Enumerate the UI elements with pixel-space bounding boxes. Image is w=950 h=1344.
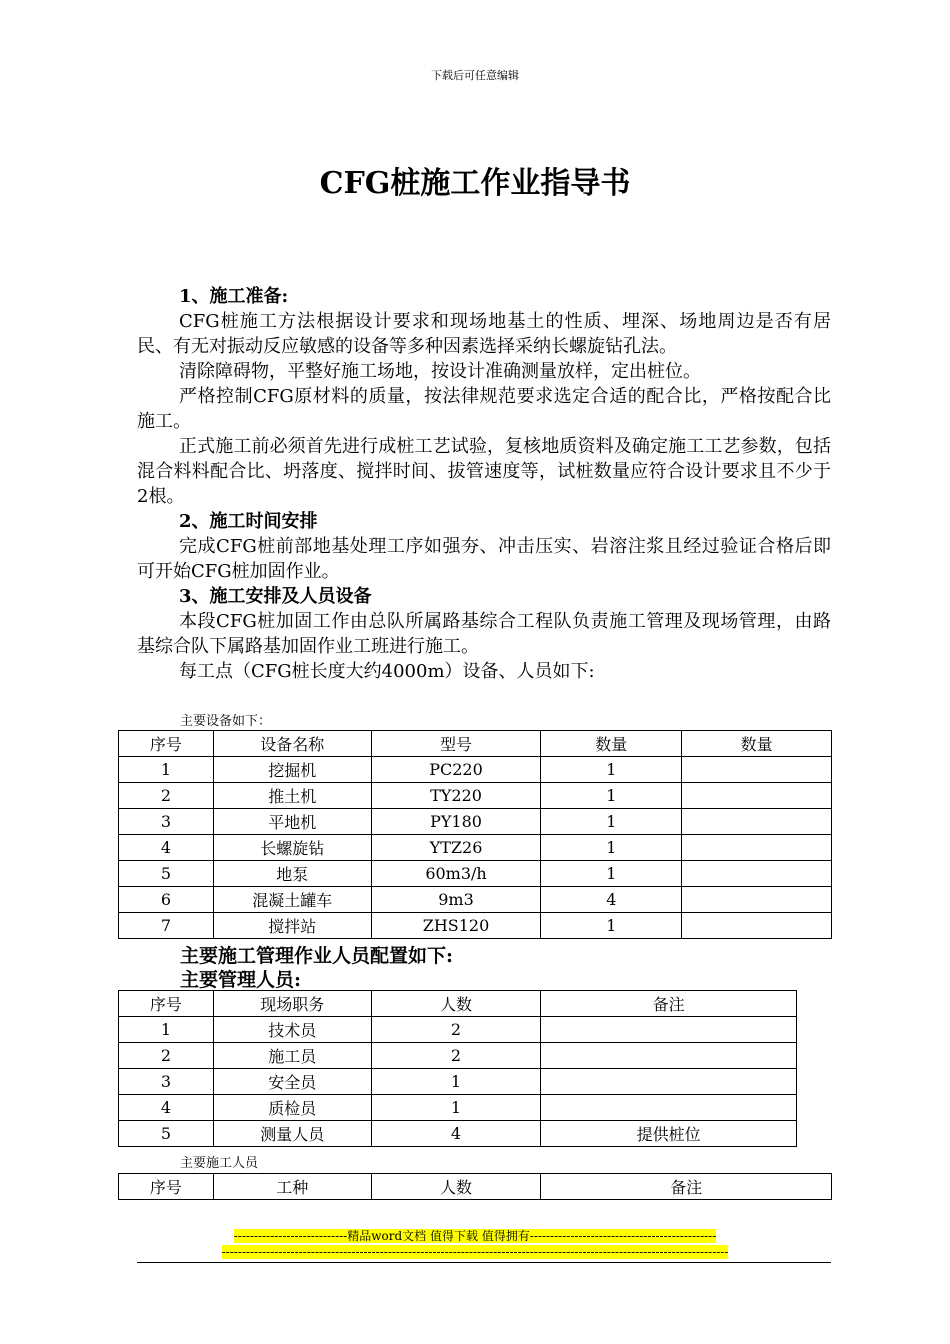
section-2-heading: 2、施工时间安排	[179, 511, 318, 532]
table-cell	[682, 861, 832, 887]
table-cell: PC220	[371, 757, 541, 783]
table-header-row	[119, 991, 797, 1017]
table-row	[119, 1069, 797, 1095]
table-cell: 4	[541, 887, 682, 913]
header-note: 下载后可任意编辑	[431, 69, 519, 82]
table-cell: 1	[541, 783, 682, 809]
table-header-cell: 序号	[119, 731, 214, 757]
table-header-cell: 人数	[371, 1174, 541, 1200]
table-header-cell: 备注	[541, 991, 797, 1017]
table-row	[119, 783, 832, 809]
section-3-heading: 3、施工安排及人员设备	[179, 586, 372, 607]
section-1-heading: 1、施工准备:	[179, 286, 289, 307]
equipment-caption: 主要设备如下：	[180, 714, 272, 729]
section-3-paragraph: 本段CFG桩加固工作由总队所属路基综合工程队负责施工管理及现场管理，由路基综合队下属路基加固作业工班进行施工。	[137, 611, 831, 657]
table-cell: 质检员	[213, 1095, 371, 1121]
table-cell: 2	[119, 783, 214, 809]
table-header-cell: 数量	[682, 731, 832, 757]
table-cell	[682, 757, 832, 783]
table-cell: 5	[119, 861, 214, 887]
section-1-paragraph: 严格控制CFG原材料的质量，按法律规范要求选定合适的配合比，严格按配合比施工。	[137, 386, 831, 432]
table-cell: 3	[119, 809, 214, 835]
table-cell: 测量人员	[213, 1121, 371, 1147]
table-cell: ZHS120	[371, 913, 541, 939]
footer-line-1: ----------------------------精品word文档 值得下载 值得拥有----------------------------------------------	[233, 1229, 717, 1243]
table-cell: 施工员	[213, 1043, 371, 1069]
table-cell: 6	[119, 887, 214, 913]
table-header-row	[119, 1174, 832, 1200]
table-cell	[541, 1069, 797, 1095]
table-cell: 地泵	[213, 861, 371, 887]
management-table	[118, 990, 797, 1147]
mgmt-subheading: 主要管理人员:	[180, 969, 302, 991]
table-header-cell: 现场职务	[213, 991, 371, 1017]
table-row	[119, 809, 832, 835]
footer-banner	[0, 1229, 950, 1244]
table-cell	[682, 835, 832, 861]
table-header-cell: 备注	[541, 1174, 832, 1200]
table-cell: 3	[119, 1069, 214, 1095]
table-cell: 安全员	[213, 1069, 371, 1095]
table-cell: PY180	[371, 809, 541, 835]
table-cell: 混凝土罐车	[213, 887, 371, 913]
table-cell: 9m3	[371, 887, 541, 913]
table-cell: 平地机	[213, 809, 371, 835]
table-cell	[541, 1095, 797, 1121]
table-cell: 1	[371, 1095, 541, 1121]
section-1-paragraph: 正式施工前必须首先进行成桩工艺试验，复核地质资料及确定施工工艺参数，包括混合料料配合比、坍落度、搅拌时间、拔管速度等，试桩数量应符合设计要求且不少于2根。	[137, 436, 831, 507]
table-header-cell: 序号	[119, 991, 214, 1017]
table-cell: 搅拌站	[213, 913, 371, 939]
worker-table	[118, 1173, 832, 1200]
table-cell: 提供桩位	[541, 1121, 797, 1147]
table-cell: 挖掘机	[213, 757, 371, 783]
section-1-paragraph: CFG桩施工方法根据设计要求和现场地基土的性质、埋深、场地周边是否有居民、有无对振动反应敏感的设备等多种因素选择采纳长螺旋钻孔法。	[137, 311, 831, 357]
table-cell: 技术员	[213, 1017, 371, 1043]
table-cell: 4	[371, 1121, 541, 1147]
table-cell	[682, 783, 832, 809]
table-row	[119, 757, 832, 783]
table-cell	[682, 913, 832, 939]
table-row	[119, 835, 832, 861]
table-cell: TY220	[371, 783, 541, 809]
table-cell: 1	[541, 809, 682, 835]
table-row	[119, 887, 832, 913]
equipment-table	[118, 730, 832, 939]
mgmt-heading: 主要施工管理作业人员配置如下:	[180, 945, 454, 967]
section-2-paragraph: 完成CFG桩前部地基处理工序如强夯、冲击压实、岩溶注浆且经过验证合格后即可开始CFG桩加固作业。	[137, 536, 831, 582]
table-row	[119, 1121, 797, 1147]
table-cell: 1	[541, 861, 682, 887]
table-header-cell: 人数	[371, 991, 541, 1017]
table-cell: 7	[119, 913, 214, 939]
table-cell: 5	[119, 1121, 214, 1147]
table-row	[119, 1017, 797, 1043]
table-header-cell: 工种	[213, 1174, 371, 1200]
table-cell	[682, 887, 832, 913]
table-cell: 2	[371, 1017, 541, 1043]
table-cell: 推土机	[213, 783, 371, 809]
table-cell: 长螺旋钻	[213, 835, 371, 861]
table-header-cell: 设备名称	[213, 731, 371, 757]
footer-rule	[137, 1262, 831, 1263]
table-cell	[541, 1043, 797, 1069]
page-title: CFG桩施工作业指导书	[319, 166, 631, 201]
table-header-cell: 型号	[371, 731, 541, 757]
table-cell: 1	[371, 1069, 541, 1095]
body-text	[137, 284, 831, 684]
table-header-cell: 数量	[541, 731, 682, 757]
table-cell: 60m3/h	[371, 861, 541, 887]
table-cell: 2	[119, 1043, 214, 1069]
footer-line-2: -----------------------------------------------------------------------------------------------------------------------------	[221, 1245, 729, 1259]
table-cell: 1	[119, 1017, 214, 1043]
table-row	[119, 861, 832, 887]
table-row	[119, 1095, 797, 1121]
table-cell	[682, 809, 832, 835]
table-cell: 2	[371, 1043, 541, 1069]
section-1-paragraph: 清除障碍物，平整好施工场地，按设计准确测量放样，定出桩位。	[179, 361, 701, 382]
footer-banner-2	[0, 1245, 950, 1260]
table-row	[119, 1043, 797, 1069]
table-header-row	[119, 731, 832, 757]
section-3-paragraph: 每工点（CFG桩长度大约4000m）设备、人员如下:	[179, 661, 595, 682]
table-cell: 1	[119, 757, 214, 783]
table-cell: 4	[119, 835, 214, 861]
table-cell: 1	[541, 913, 682, 939]
worker-caption: 主要施工人员	[180, 1156, 259, 1171]
table-cell: YTZ26	[371, 835, 541, 861]
table-cell: 4	[119, 1095, 214, 1121]
table-cell: 1	[541, 757, 682, 783]
table-header-cell: 序号	[119, 1174, 214, 1200]
table-cell	[541, 1017, 797, 1043]
table-row	[119, 913, 832, 939]
table-cell: 1	[541, 835, 682, 861]
